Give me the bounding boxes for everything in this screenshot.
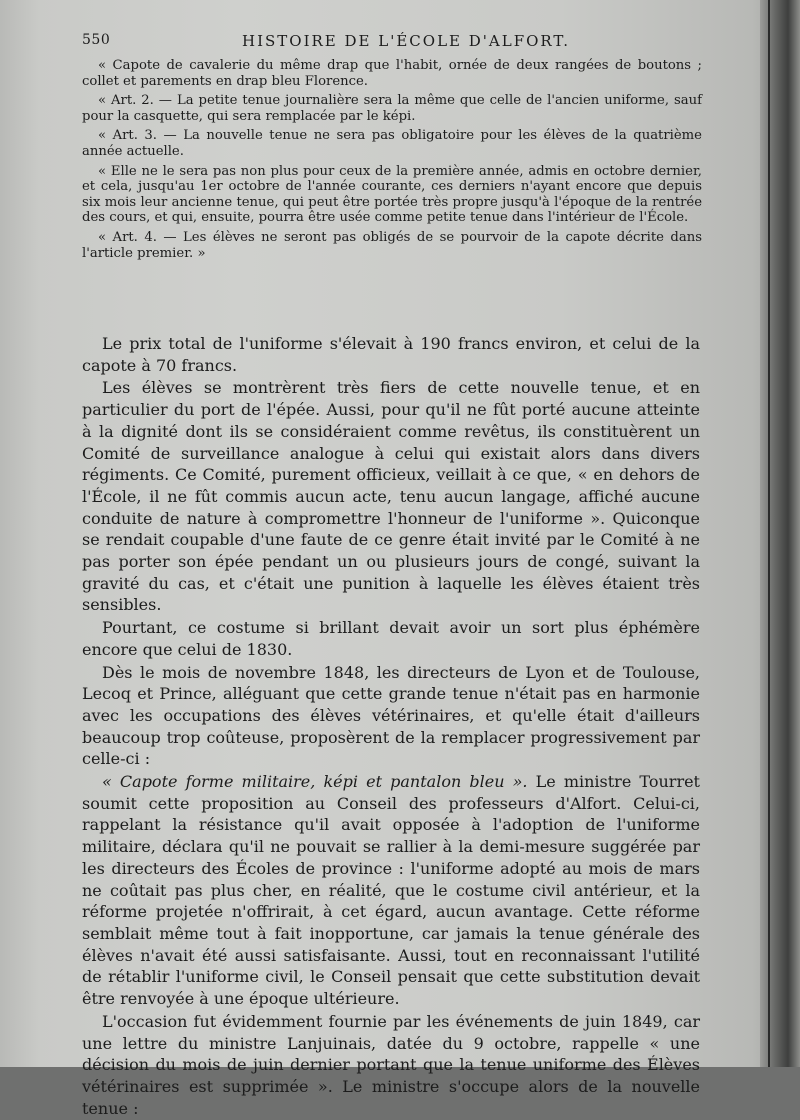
main-text [82,333,700,1120]
page-number: 550 [82,32,111,48]
page-edge-line [768,0,770,1067]
body-paragraph-6: L'occasion fut évidemment fournie par les événements de juin 1849, car une lettre du ministre Lanjuinais, datée du 9 octobre, rappelle « une décision du mois de juin dernier portant que la tenue uniforme des Élèves vétérinaires est supprimée ». Le ministre s'occupe alors de la nouvelle tenue : [82,1011,700,1118]
body-paragraph-4: Dès le mois de novembre 1848, les directeurs de Lyon et de Toulouse, Lecoq et Prince, alléguant que cette grande tenue n'était pas en harmonie avec les occupations des élèves vétérinaires, et qu'elle était d'ailleurs beaucoup trop coûteuse, proposèrent de la remplacer progressivement par celle-ci : [82,662,700,769]
body-paragraph-3: Pourtant, ce costume si brillant devait avoir un sort plus éphémère encore que celui de 1830. [82,618,700,659]
body-paragraph-5 [82,771,700,1010]
quote-paragraph-3: « Art. 3. — La nouvelle tenue ne sera pas obligatoire pour les élèves de la quatrième année actuelle. [82,128,702,159]
running-head: HISTOIRE DE L'ÉCOLE D'ALFORT. [242,32,570,50]
quote-paragraph-1: « Capote de cavalerie du même drap que l'habit, ornée de deux rangées de boutons ; collet et parements en drap bleu Florence. [82,58,702,89]
book-spine [760,0,800,1067]
body-paragraph-2: Les élèves se montrèrent très fiers de cette nouvelle tenue, et en particulier du port de l'épée. Aussi, pour qu'il ne fût porté aucune atteinte à la dignité dont ils se considéraient comme revêtus, ils constituèrent un Comité de surveillance analogue à celui qui existait alors dans divers régiments. Ce Comité, purement officieux, veillait à ce que, « en dehors de l'École, il ne fût commis aucun acte, tenu aucun langage, affiché aucune conduite de nature à compromettre l'honneur de l'uniforme ». Quiconque se rendait coupable d'une faute de ce genre était invité par le Comité à ne pas porter son épée pendant un ou plusieurs jours de congé, suivant la gravité du cas, et c'était une punition à laquelle les élèves étaient très sensibles. [82,378,700,615]
body-paragraph-5-text: Le ministre Tourret soumit cette proposition au Conseil des professeurs d'Alfort. Celui-ci, rappelant la résistance qu'il avait opposée à l'adoption de l'uniforme militaire, déclara qu'il ne pouvait se rallier à la demi-mesure suggérée par les directeurs des Écoles de province : l'uniforme adopté au mois de mars ne coûtait pas plus cher, en réalité, que le costume civil antérieur, et la réforme projetée n'offrirait, à cet égard, aucun avantage. Cette réforme semblait même tout à fait inopportune, car jamais la tenue générale des élèves n'avait été aussi satisfaisante. Aussi, tout en reconnaissant l'utilité de rétablir l'uniforme civil, le Conseil pensait que cette substitution devait être renvoyée à une époque ultérieure. [82,772,700,1009]
body-paragraph-1: Le prix total de l'uniforme s'élevait à 190 francs environ, et celui de la capote à 70 francs. [82,334,700,375]
page-shadow-left [0,0,40,1067]
quote-paragraph-5: « Art. 4. — Les élèves ne seront pas obligés de se pourvoir de la capote décrite dans l'article premier. » [82,229,702,261]
quote-paragraph-4: « Elle ne le sera pas non plus pour ceux de la première année, admis en octobre dernier, et cela, jusqu'au 1er octobre de l'année courante, ces derniers n'ayant encore que depuis six mois leur ancienne tenue, qui peut être portée très propre jusqu'à l'époque de la rentrée des cours, et qui, ensuite, pourra être usée comme petite tenue dans l'intérieur de l'École. [82,163,702,226]
quoted-regulation [82,58,702,265]
page-header [82,32,762,54]
quote-paragraph-2: « Art. 2. — La petite tenue journalière sera la même que celle de l'ancien uniforme, sauf pour la casquette, qui sera remplacée par le képi. [82,93,702,124]
uniform-proposal-quote: « Capote forme militaire, képi et pantalon bleu ». [102,772,528,792]
